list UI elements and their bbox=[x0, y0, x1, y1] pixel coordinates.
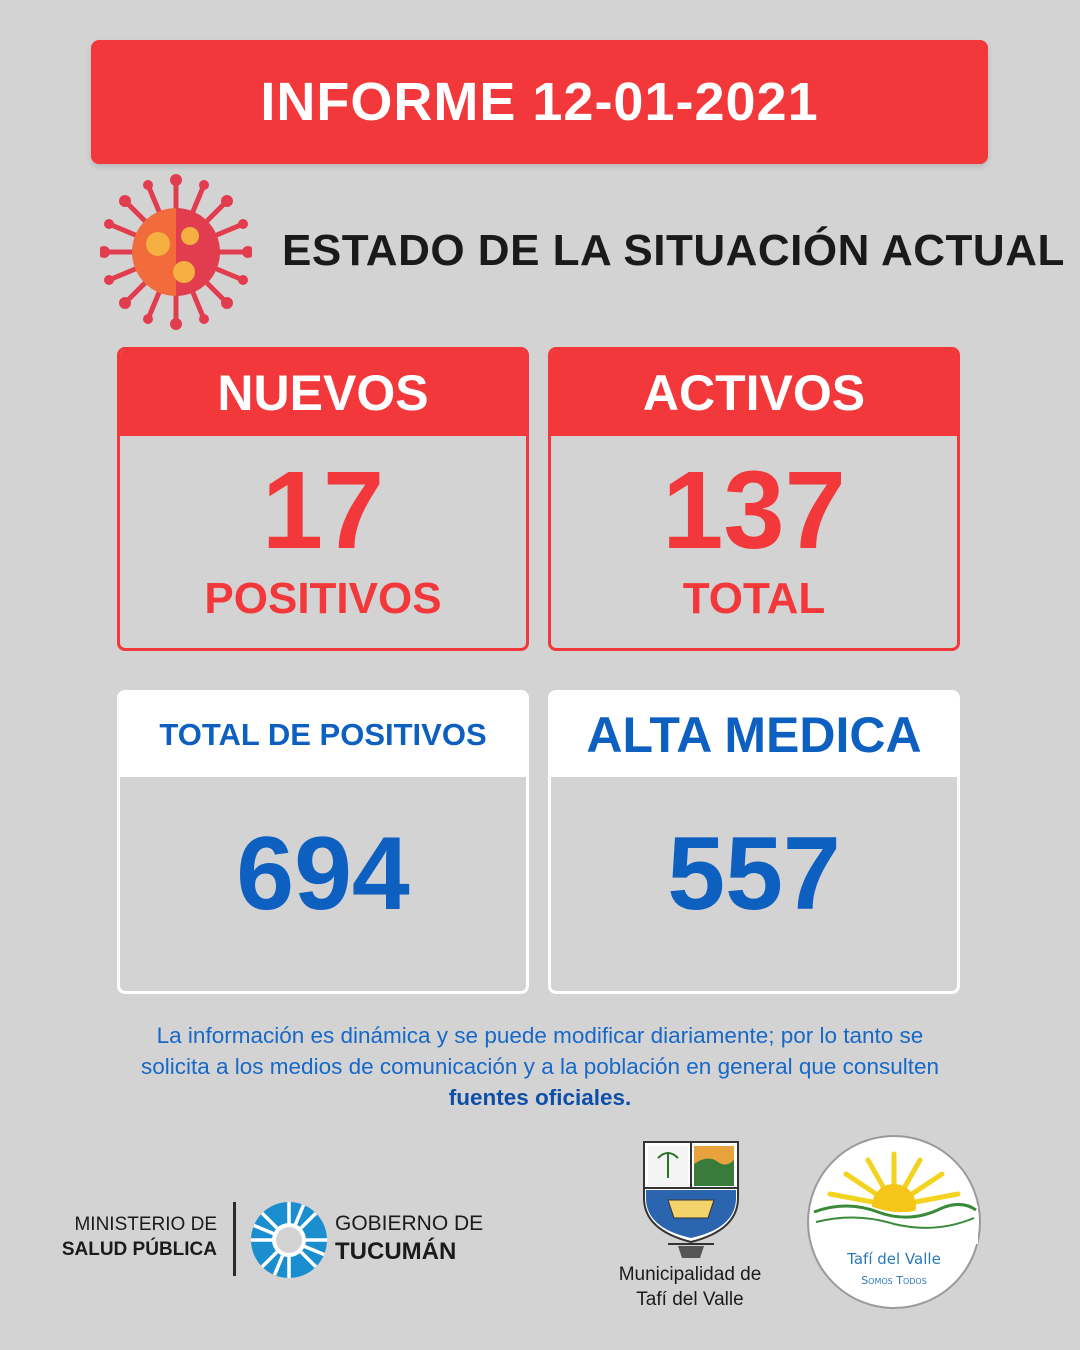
header-banner bbox=[91, 40, 988, 164]
notice-bold: fuentes oficiales. bbox=[448, 1085, 632, 1110]
gobierno-sun-logo bbox=[249, 1200, 329, 1280]
nuevos-value: 17 bbox=[261, 449, 385, 572]
disclaimer-notice bbox=[90, 1020, 990, 1113]
total-positivos-card bbox=[117, 690, 529, 994]
alta-medica-title: ALTA MEDICA bbox=[551, 693, 957, 777]
activos-value: 137 bbox=[662, 449, 846, 572]
gobierno-text bbox=[335, 1210, 483, 1266]
logo-divider bbox=[233, 1202, 236, 1276]
tafi-del-valle-logo bbox=[806, 1134, 982, 1310]
tafi-logo-line-2: Somos Todos bbox=[861, 1274, 927, 1287]
notice-line-2: solicita a los medios de comunicación y a la población en general que consulten bbox=[141, 1054, 939, 1079]
gobierno-line-1: GOBIERNO DE bbox=[335, 1212, 484, 1235]
activos-card bbox=[548, 347, 960, 651]
section-title: ESTADO DE LA SITUACIÓN ACTUAL bbox=[282, 226, 1065, 275]
municipalidad-text bbox=[590, 1262, 790, 1312]
gobierno-line-2: TUCUMÁN bbox=[335, 1238, 457, 1265]
notice-line-1: La información es dinámica y se puede modificar diariamente; por lo tanto se bbox=[156, 1023, 924, 1048]
tafi-logo-line-1: Tafí del Valle bbox=[847, 1250, 941, 1268]
municipal-shield-logo bbox=[638, 1138, 744, 1262]
report-title: INFORME 12-01-2021 bbox=[260, 72, 819, 132]
activos-label: TOTAL bbox=[682, 574, 826, 623]
ministerio-line-2: SALUD PÚBLICA bbox=[61, 1239, 217, 1260]
nuevos-title: NUEVOS bbox=[120, 350, 526, 436]
ministerio-line-1: MINISTERIO DE bbox=[74, 1214, 217, 1235]
ministerio-gobierno-logo bbox=[55, 1200, 485, 1280]
nuevos-card bbox=[117, 347, 529, 651]
nuevos-label: POSITIVOS bbox=[204, 574, 442, 623]
activos-title: ACTIVOS bbox=[551, 350, 957, 436]
ministerio-text bbox=[55, 1212, 217, 1262]
total-positivos-value: 694 bbox=[236, 816, 410, 932]
total-positivos-title: TOTAL DE POSITIVOS bbox=[120, 693, 526, 777]
alta-medica-value: 557 bbox=[667, 816, 841, 932]
alta-medica-card bbox=[548, 690, 960, 994]
municipalidad-line-1: Municipalidad de bbox=[618, 1264, 762, 1285]
municipalidad-line-2: Tafí del Valle bbox=[636, 1289, 744, 1310]
virus-icon bbox=[100, 172, 252, 332]
